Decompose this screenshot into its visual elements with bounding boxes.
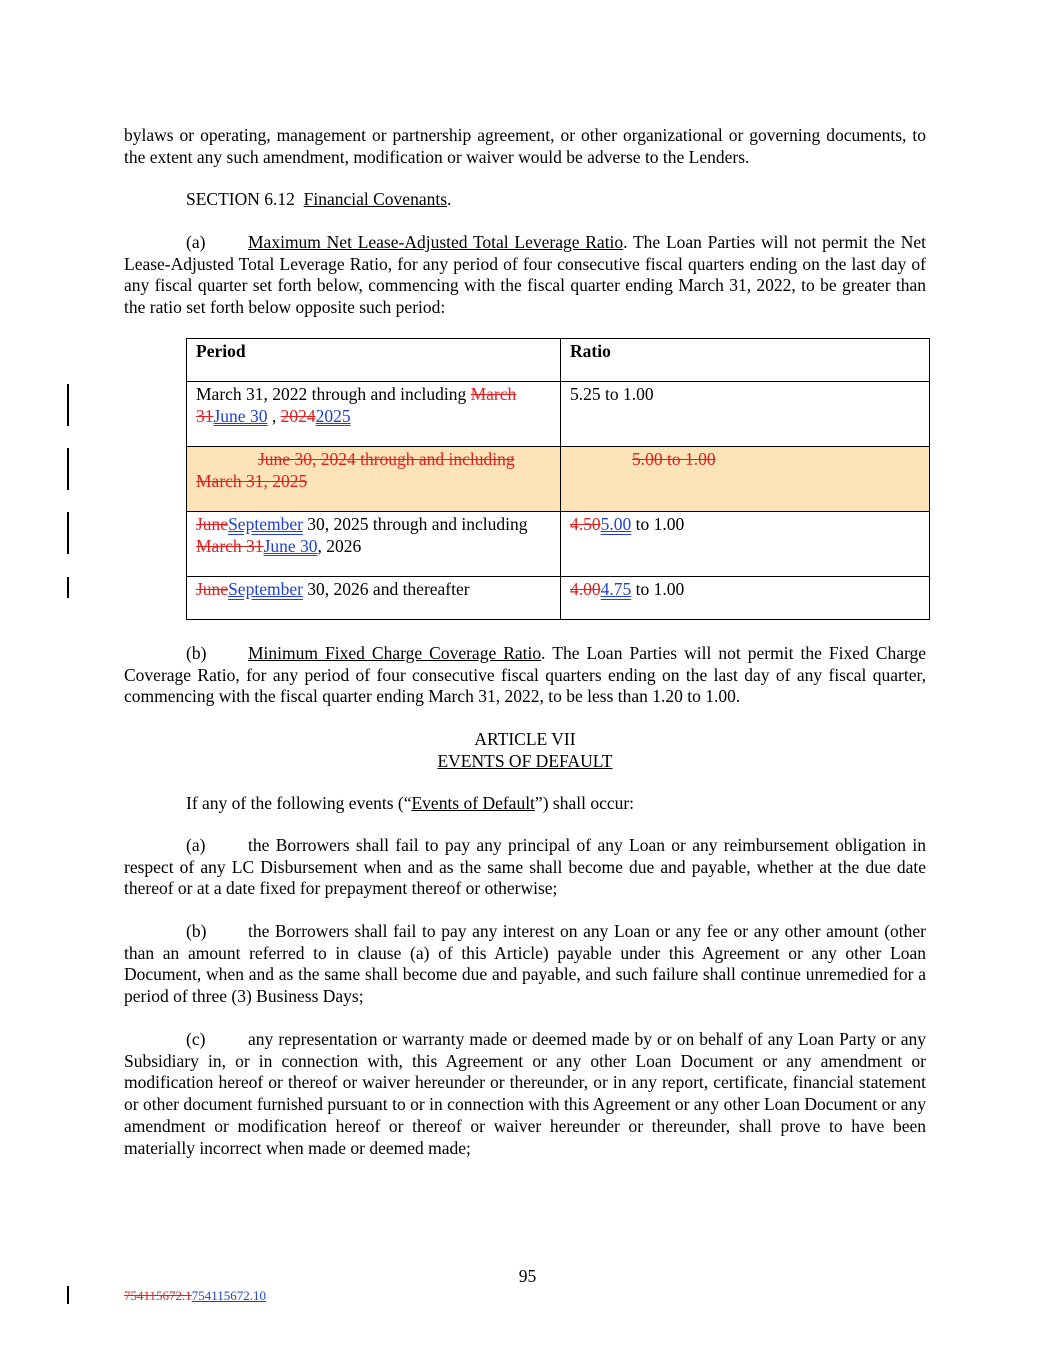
period-cell [187,577,561,620]
table-row [187,382,930,447]
ratio-text: to 1.00 [631,514,685,534]
event-text: the Borrowers shall fail to pay any interest on any Loan or any fee or any other amount (other than an amount referred to in clause (a) of this Article) payable under this Agreement or any other Loan Document, when and as the same shall become due and payable, and such failure shall continue unremedied for a period of three (3) Business Days; [124,921,926,1007]
deleted-text: 2024 [280,405,316,426]
change-bar [67,384,69,426]
ratio-text: 5.25 to 1.00 [570,384,654,404]
ratio-cell [561,512,930,577]
ratio-cell [561,447,930,512]
clause-heading: Minimum Fixed Charge Coverage Ratio [248,643,542,663]
period-cell [187,447,561,512]
period-text: 30, 2026 and thereafter [302,579,470,599]
section-number: SECTION 6.12 [186,189,295,209]
table-row [187,577,930,620]
clause-heading: Maximum Net Lease-Adjusted Total Leverage Ratio [248,232,624,252]
table-row-deleted [187,447,930,512]
change-bar [67,1286,69,1304]
deleted-text: June [196,579,229,599]
events-intro-text: ”) shall occur: [534,793,635,813]
ratio-cell [561,577,930,620]
deleted-text: 5.00 to 1.00 [632,449,716,469]
inserted-text: September [228,579,303,599]
event-label: (b) [186,921,207,941]
section-title: Financial Covenants [303,189,448,209]
table-header-row [187,339,930,382]
clause-text: . The Loan Parties will not permit the Net Lease-Adjusted Total Leverage Ratio, for any period of four consecutive fiscal quarters ending on the last day of any fiscal quarter set forth below, commencing with the fiscal quarter ending March 31, 2022, to be greater than the ratio set forth below opposite such period: [124,232,926,318]
intro-paragraph: bylaws or operating, management or partnership agreement, or other organizational or governing documents, to the extent any such amendment, modification or waiver would be adverse to the Lenders. [124,125,926,167]
table-header-cell [187,339,561,382]
event-text: the Borrowers shall fail to pay any principal of any Loan or any reimbursement obligation in respect of any LC Disbursement when and as the same shall become due and payable, whether at the due date thereof or at a date fixed for prepayment thereof or otherwise; [124,835,926,899]
page-number: 95 [518,1266,537,1286]
deleted-text: March 31 [196,384,517,426]
section-title-period: . [447,189,452,209]
deleted-text: 4.50 [570,514,601,534]
events-intro-text: If any of the following events (“ [186,793,412,813]
event-text: any representation or warranty made or deemed made by or on behalf of any Loan Party or any Subsidiary in, or in connection with, this Agreement or any other Loan Document or any amendment or modification hereof or thereof or waiver hereunder or thereunder, or in any report, certificate, financial statement or other document furnished pursuant to or in connection with this Agreement or any other Loan Document or any amendment or modification hereof or thereof or waiver hereunder or thereunder, shall prove to have been materially incorrect when made or deemed made; [124,1029,926,1158]
inserted-text: 2025 [315,405,351,426]
inserted-text: June 30 [213,405,268,426]
article-number: ARTICLE VII [474,729,576,749]
clause-a-paragraph [124,232,926,319]
event-label: (c) [186,1029,206,1049]
period-text: , [267,405,281,426]
deleted-text: 754115672.1 [124,1288,192,1303]
table-row [187,512,930,577]
period-text: 30, 2025 through and including [302,514,528,534]
event-paragraph [124,1029,926,1159]
article-title [124,751,926,773]
event-label: (a) [186,835,206,855]
change-bar [67,577,69,598]
events-intro [124,793,926,815]
inserted-text: September [228,514,303,534]
clause-text: . The Loan Parties will not permit the Fixed Charge Coverage Ratio, for any period of four consecutive fiscal quarters ending on the last day of any fiscal quarter, commencing with the fiscal quarter ending March 31, 2022, to be less than 1.20 to 1.00. [124,643,926,707]
period-cell [187,512,561,577]
period-header: Period [196,341,246,361]
clause-label: (a) [186,232,206,252]
ratio-text: to 1.00 [631,579,685,599]
period-cell [187,382,561,447]
inserted-text: 5.00 [600,514,632,534]
inserted-text: 4.75 [600,579,632,599]
clause-b-paragraph [124,643,926,708]
change-bar [67,448,69,490]
deleted-text: 4.00 [570,579,601,599]
inserted-text: June 30 [263,535,318,556]
change-bar [67,512,69,554]
inserted-text: 754115672.10 [191,1288,267,1303]
event-paragraph [124,921,926,1008]
period-text: , 2026 [317,535,362,556]
section-heading [124,189,926,211]
defined-term: Events of Default [411,793,535,813]
article-title-text: EVENTS OF DEFAULT [437,751,613,771]
deleted-text: June [196,514,229,534]
period-text: March 31, 2022 through and including [196,384,471,404]
ratio-cell [561,382,930,447]
ratio-header: Ratio [570,341,611,361]
deleted-text: June 30, 2024 through and including March 31, 2025 [196,449,515,491]
document-id [124,1288,266,1304]
deleted-text: March 31 [196,535,264,556]
event-paragraph [124,835,926,900]
clause-label: (b) [186,643,207,663]
table-header-cell [561,339,930,382]
leverage-ratio-table [186,338,930,620]
